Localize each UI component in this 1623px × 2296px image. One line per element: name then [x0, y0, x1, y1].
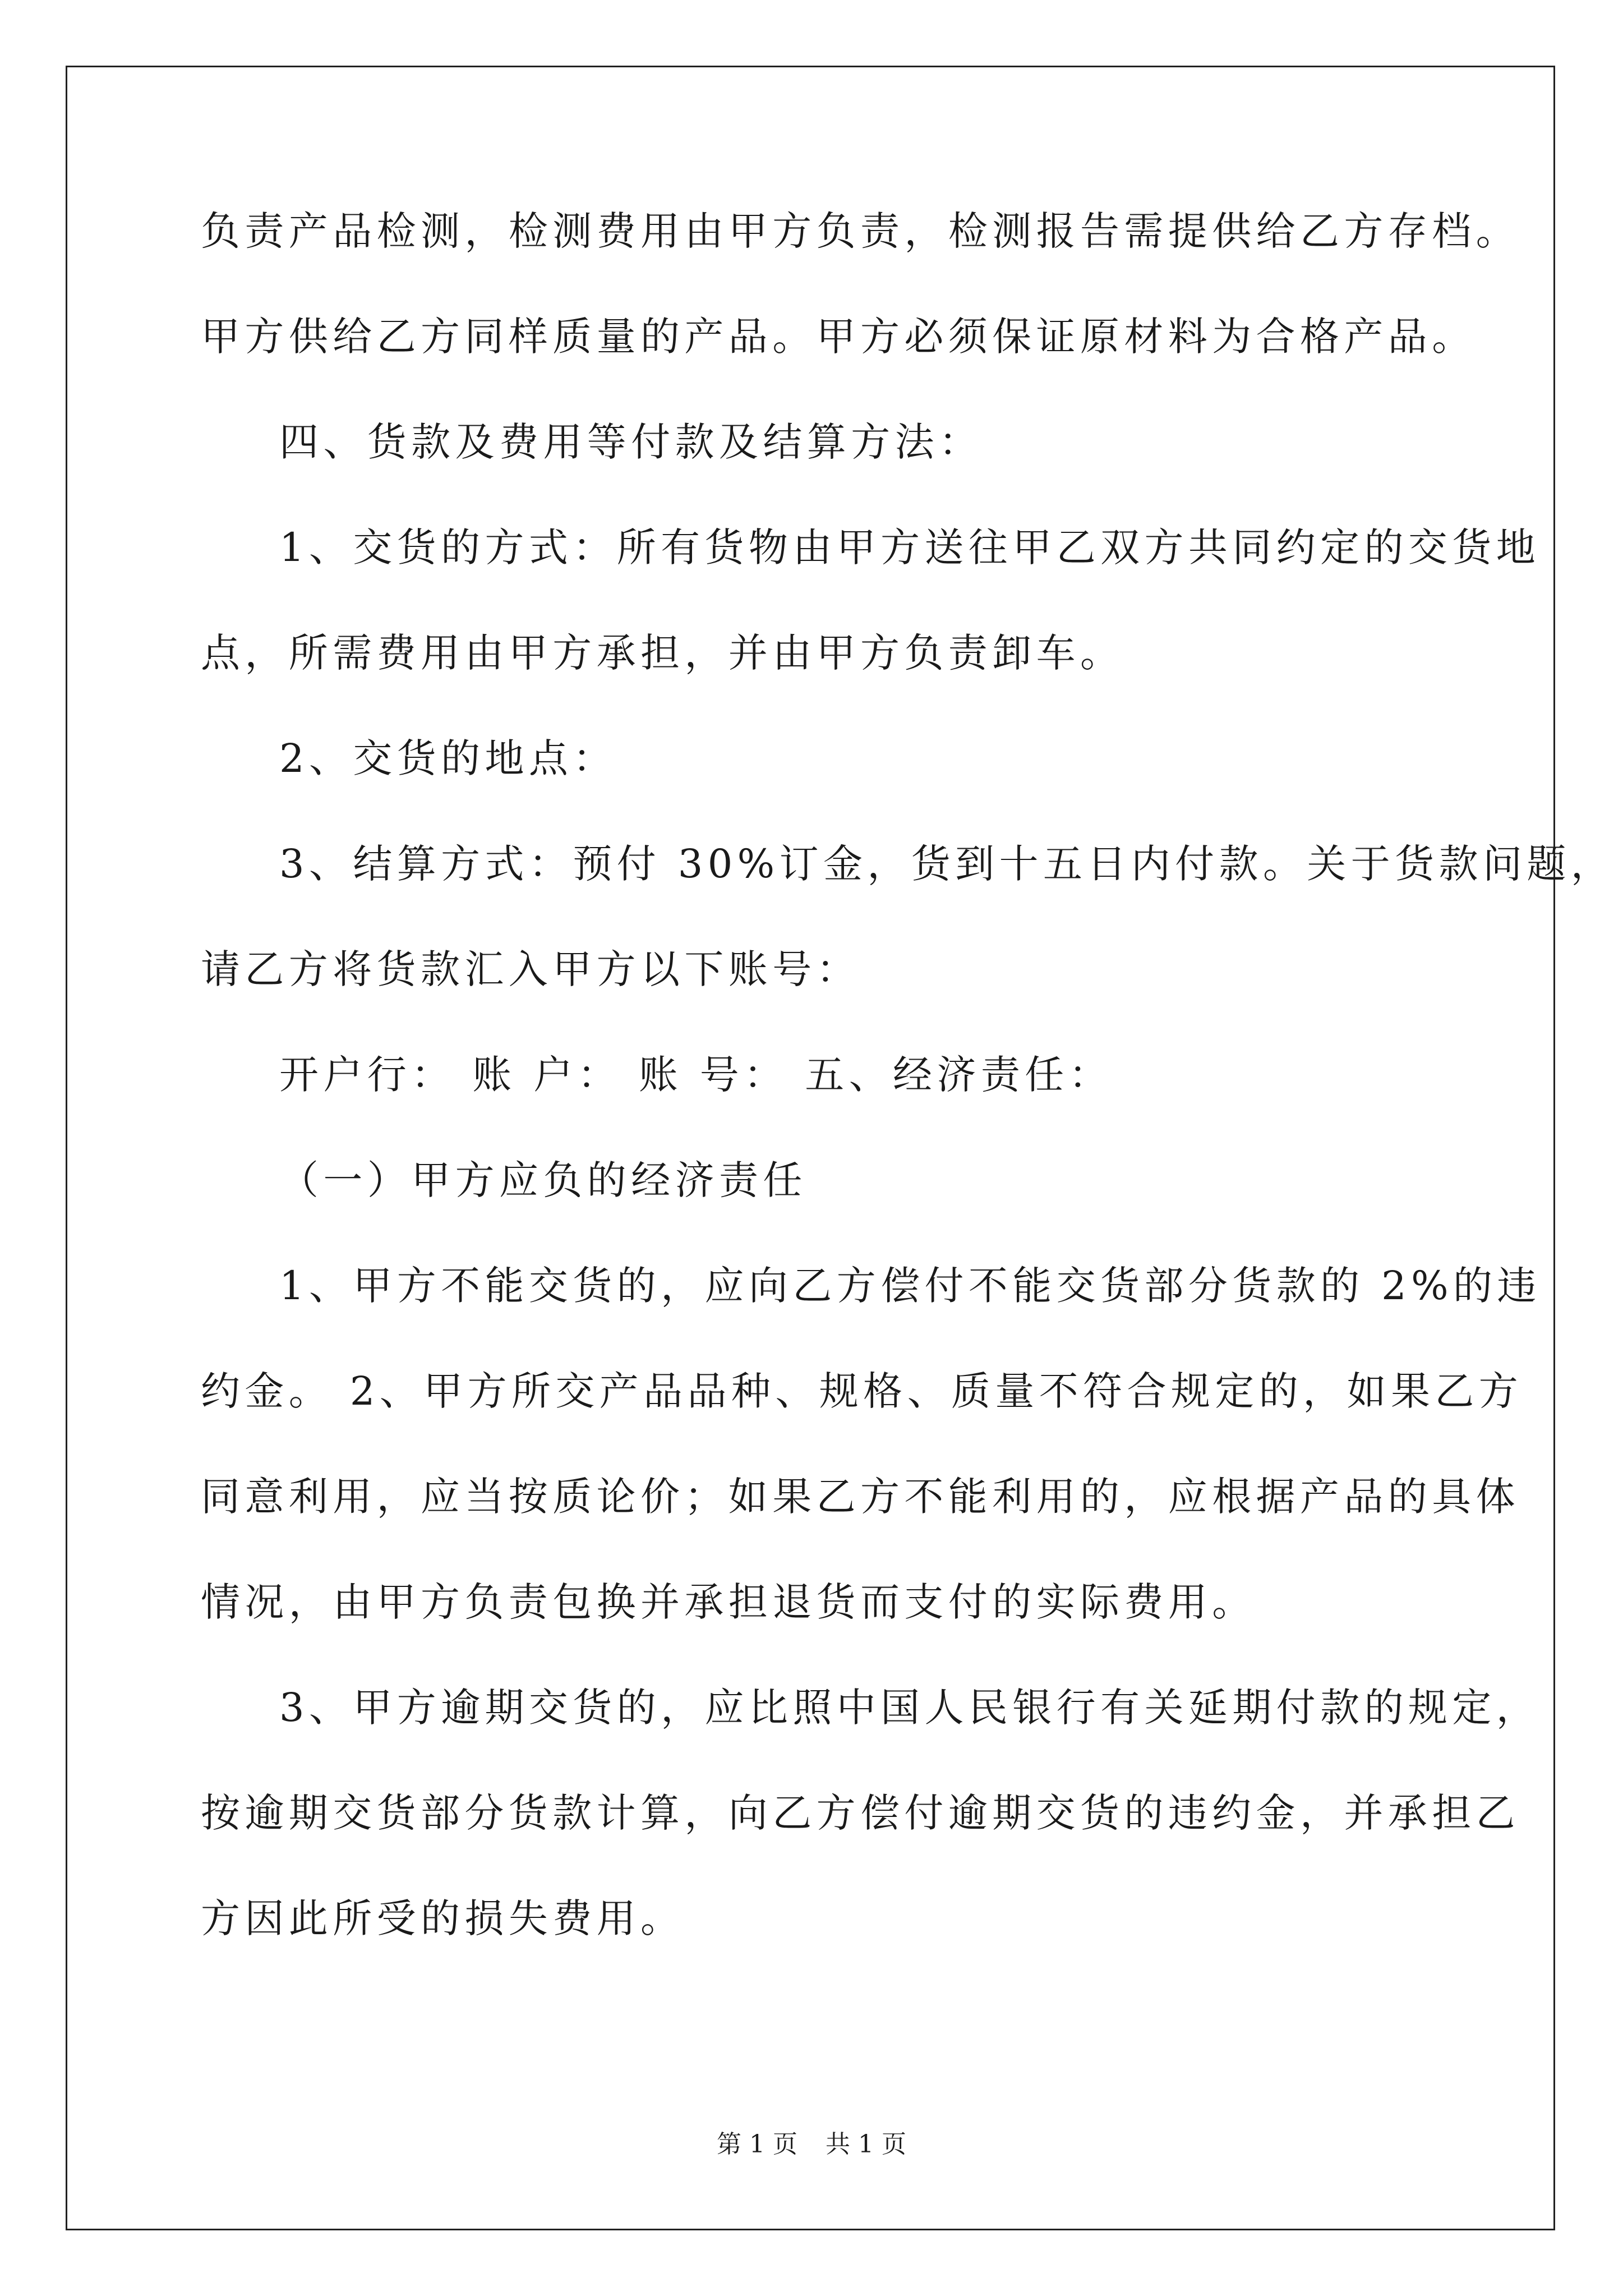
text-line: 方因此所受的损失费用。	[201, 1895, 685, 1941]
account-fields-line: 开户行： 账 户： 账 号： 五、经济责任：	[279, 1052, 1113, 1098]
text-line: 1、交货的方式：所有货物由甲方送往甲乙双方共同约定的交货地	[279, 524, 1541, 570]
text-line: 甲方供给乙方同样质量的产品。甲方必须保证原材料为合格产品。	[201, 314, 1476, 360]
text-line: 请乙方将货款汇入甲方以下账号：	[201, 946, 860, 992]
text-line: 点，所需费用由甲方承担，并由甲方负责卸车。	[201, 630, 1124, 676]
page-footer	[0, 2129, 1623, 2160]
text-line: 按逾期交货部分货款计算，向乙方偿付逾期交货的违约金，并承担乙	[201, 1790, 1520, 1836]
page-number: 第 1 页	[717, 2130, 797, 2159]
text-line: 同意利用，应当按质论价；如果乙方不能利用的，应根据产品的具体	[201, 1474, 1520, 1520]
text-line: 2、交货的地点：	[279, 735, 617, 781]
text-line: 3、甲方逾期交货的，应比照中国人民银行有关延期付款的规定，	[279, 1685, 1541, 1731]
text-line: 情况，由甲方负责包换并承担退货而支付的实际费用。	[201, 1579, 1256, 1625]
subsection-heading: （一）甲方应负的经济责任	[279, 1157, 807, 1203]
text-line: 负责产品检测，检测费用由甲方负责，检测报告需提供给乙方存档。	[201, 208, 1520, 254]
text-line: 约金。 2、甲方所交产品品种、规格、质量不符合规定的，如果乙方	[201, 1368, 1523, 1414]
section-heading: 四、货款及费用等付款及结算方法：	[279, 419, 983, 465]
page-total: 共 1 页	[826, 2130, 906, 2159]
text-line: 1、甲方不能交货的，应向乙方偿付不能交货部分货款的 2%的违	[279, 1263, 1541, 1309]
text-line: 3、结算方式：预付 30%订金，货到十五日内付款。关于货款问题，	[279, 841, 1615, 887]
